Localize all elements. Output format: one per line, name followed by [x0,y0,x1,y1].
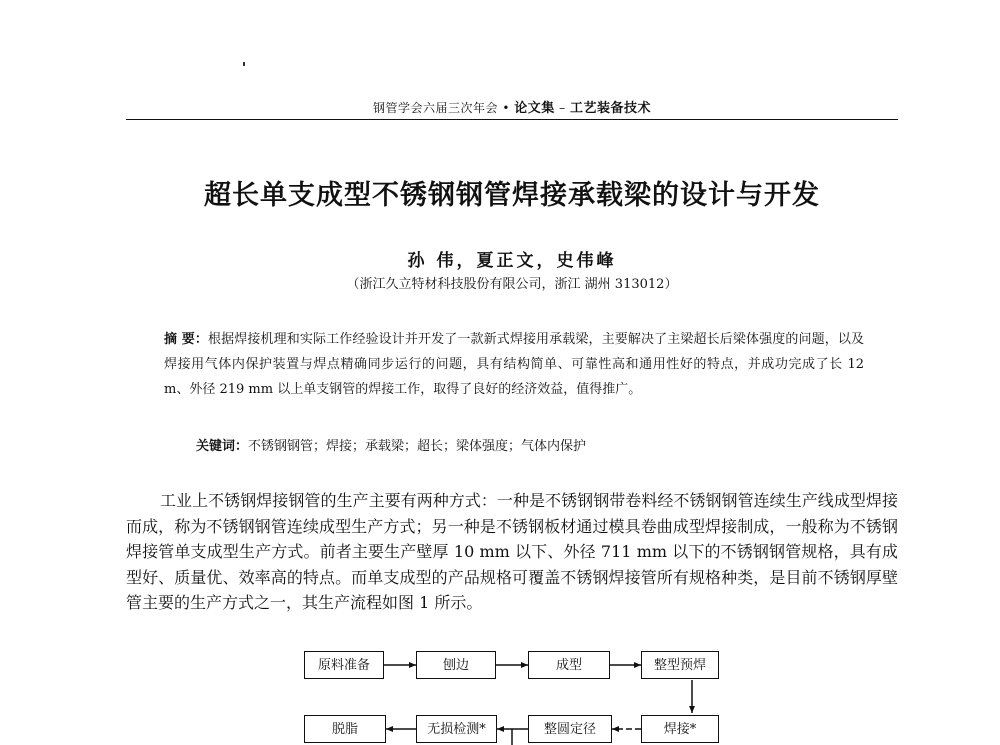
paper-title: 超长单支成型不锈钢钢管焊接承载梁的设计与开发 [204,180,820,211]
flow-step-shaping-prewelding: 整型预焊 [641,651,719,679]
flow-step-forming: 成型 [528,651,610,679]
header-collection: 论文集 [514,101,555,116]
flow-step-welding: 焊接* [641,715,719,743]
abstract-text: 根据焊接机理和实际工作经验设计并开发了一款新式焊接用承载梁，主要解决了主梁超长后梁体强度的问题，以及焊接用气体内保护装置与焊点精确同步运行的问题，具有结构简单、可靠性高和通用性好的特点，并成功完成了长 12 m、外径 219 mm 以上单支钢管的焊接工作，取得了良好的经济效益，值得推广。 [164,332,864,397]
flow-step-raw-material: 原料准备 [304,651,384,679]
paper-affiliation: （浙江久立特材科技股份有限公司，浙江 湖州 313012） [346,277,678,292]
header-conference: 钢管学会六届三次年会 [373,101,499,115]
header-section: 工艺装备技术 [569,101,651,116]
flow-step-edge-planing: 刨边 [416,651,496,679]
header-dash: – [559,101,566,115]
keywords-label: 关键词： [196,439,249,454]
flow-step-ndt: 无损检测* [416,715,497,743]
keywords-text: 不锈钢钢管；焊接；承载梁；超长；梁体强度；气体内保护 [248,439,587,454]
header-separator: • [502,101,510,115]
paper-authors: 孙 伟，夏正文，史伟峰 [407,251,617,271]
flow-step-degreasing: 脱脂 [304,715,386,743]
flow-step-sizing: 整圆定径 [528,715,612,743]
body-paragraph: 工业上不锈钢焊接钢管的生产主要有两种方式：一种是不锈钢钢带卷料经不锈钢钢管连续生产线成型焊接而成，称为不锈钢钢管连续成型生产方式；另一种是不锈钢板材通过模具卷曲成型焊接制成，一般称为不锈钢焊接管单支成型生产方式。前者主要生产壁厚 10 mm 以下、外径 711 mm 以下的不锈钢钢管规格，具有成型好、质量优、效率高的特点。而单支成型的产品规格可覆盖不锈钢焊接管所有规格种类，是目前不锈钢厚壁管主要的生产方式之一，其生产流程如图 1 所示。 [126,491,898,612]
abstract-label: 摘 要： [164,332,209,347]
